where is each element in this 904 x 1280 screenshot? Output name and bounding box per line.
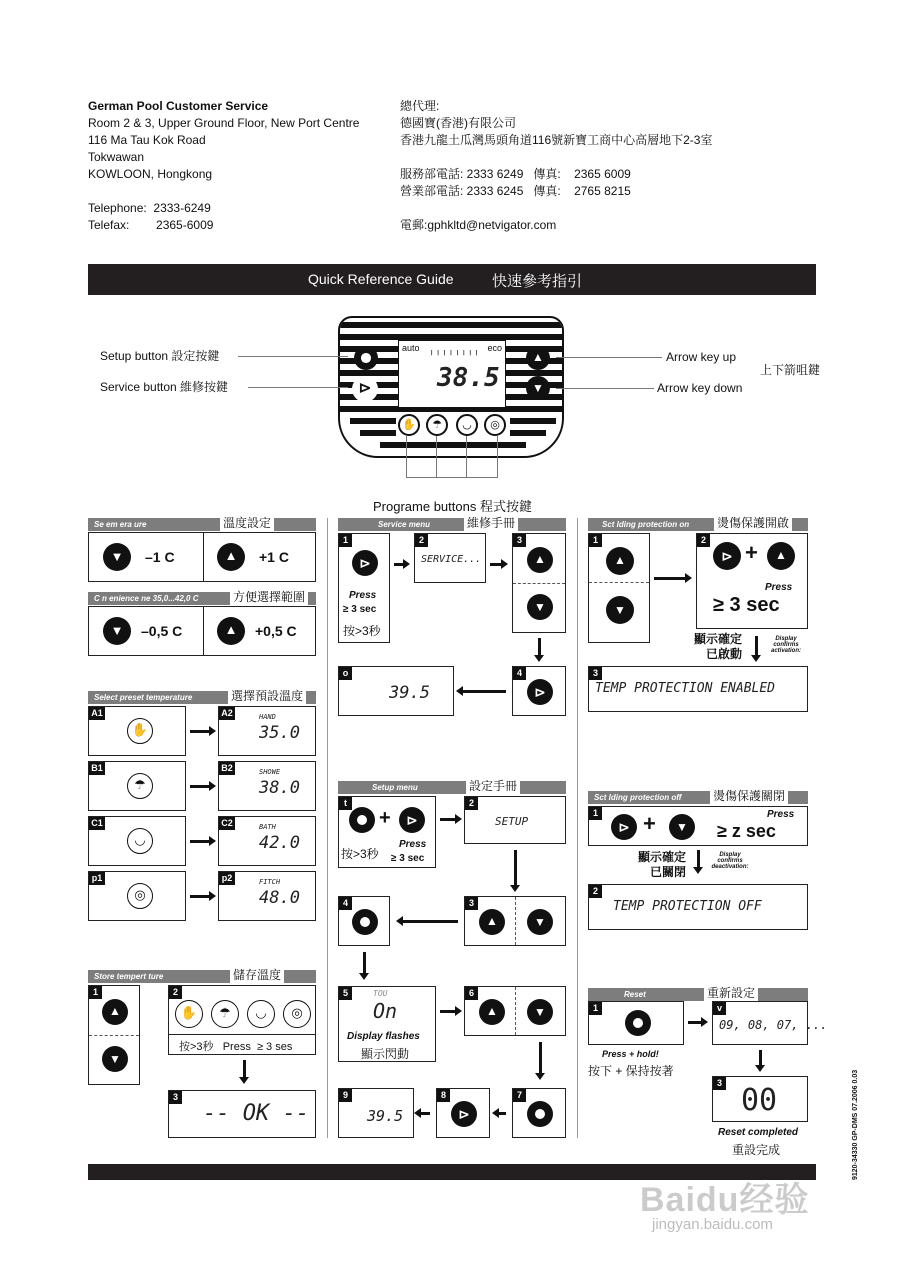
reset-completed-label-zh: 重設完成 xyxy=(732,1143,781,1157)
convenience-zone-header xyxy=(88,592,316,605)
step-number: 3 xyxy=(169,1091,182,1104)
section-title-zh: 設定手冊 xyxy=(466,779,520,794)
arrow-keys-label-zh: 上下箭咀鍵 xyxy=(760,363,821,377)
service-display: SERVICE... xyxy=(421,554,482,565)
step-number: 2 xyxy=(589,885,602,898)
setup-display: SETUP xyxy=(495,815,529,828)
arrow-up-icon: ▲ xyxy=(217,617,245,645)
plus-icon: + xyxy=(745,540,758,565)
reset-completed-label: Reset completed xyxy=(718,1127,799,1138)
section-title: Sct lding protection on xyxy=(602,520,690,529)
arrow-down-icon: ▼ xyxy=(669,814,695,840)
contact-block-zh xyxy=(400,98,820,234)
guide-banner xyxy=(88,264,816,295)
hand-icon: ✋ xyxy=(175,1000,203,1028)
setup-step-2 xyxy=(464,796,566,844)
watermark-url: jingyan.baidu.com xyxy=(652,1216,773,1233)
setup-step-3 xyxy=(464,896,566,946)
arrow-down-label: Arrow key down xyxy=(657,381,743,395)
arrow-up-label: Arrow key up xyxy=(666,350,737,364)
step-number: p1 xyxy=(89,872,105,885)
mode-label: HAND xyxy=(259,713,276,721)
agent-label: 總代理: xyxy=(400,99,440,113)
kitchen-programme-button[interactable]: ◎ xyxy=(484,414,506,436)
setup-button-label: Setup button 設定按鍵 xyxy=(100,349,220,363)
eco-indicator: eco xyxy=(487,343,502,353)
section-title: Sct lding protection off xyxy=(594,793,682,802)
setup-menu-header xyxy=(338,781,566,794)
store-step-1 xyxy=(88,985,140,1085)
step-number: C2 xyxy=(219,817,235,830)
step-number: 2 xyxy=(465,797,478,810)
preset-value: 35.0 xyxy=(259,723,300,743)
hand-icon: ✋ xyxy=(127,718,153,744)
service-icon: ⊳ xyxy=(399,807,425,833)
step-number: 3 xyxy=(513,534,526,547)
protection-enabled-display: TEMP PROTECTION ENABLED xyxy=(595,681,776,696)
arrow-down-icon: ▼ xyxy=(527,909,553,935)
step-number: 4 xyxy=(513,667,526,680)
step-number: C1 xyxy=(89,817,105,830)
shower-icon: ☂ xyxy=(211,1000,239,1028)
duration-label: ≥ 3 sec xyxy=(343,604,377,615)
service-phone-zh: 服務部電話: 2333 6249 傳真: 2365 6009 xyxy=(400,167,631,181)
mode-label: FITCH xyxy=(259,878,281,886)
section-title: Se em era ure xyxy=(94,520,147,529)
press-label: Press xyxy=(765,582,793,593)
flash-label: Display flashes xyxy=(347,1031,420,1042)
section-title-zh: 儲存溫度 xyxy=(230,968,284,983)
step-number: 9 xyxy=(339,1089,352,1102)
contact-block xyxy=(88,98,378,234)
plus-icon: + xyxy=(379,807,391,829)
scald-on-step-3 xyxy=(588,666,808,712)
arrow-down-icon: ▼ xyxy=(102,1046,128,1072)
duration-label: ≥ z sec xyxy=(717,821,776,841)
arrow-down-icon: ▼ xyxy=(527,999,553,1025)
service-result-display: 39.5 xyxy=(389,683,430,703)
setup-step-4 xyxy=(338,896,390,946)
step-number: 2 xyxy=(169,986,182,999)
section-title-zh: 燙傷保護開啟 xyxy=(714,516,792,531)
preset-display-box xyxy=(218,706,316,756)
setup-step-6 xyxy=(464,986,566,1036)
step-number: A1 xyxy=(89,707,105,720)
programme-buttons xyxy=(396,414,510,436)
section-title: C n enience ne 35,0...42,0 C xyxy=(94,594,199,603)
kitchen-icon: ◎ xyxy=(127,883,153,909)
arrow-up-icon: ▲ xyxy=(479,999,505,1025)
step-number: B1 xyxy=(89,762,105,775)
increase-05c-label: +0,5 C xyxy=(255,623,297,639)
telephone-value: 2333-6249 xyxy=(153,201,211,215)
preset-step-box xyxy=(88,761,186,811)
press-label: Press xyxy=(767,809,795,820)
reset-step-2 xyxy=(712,1001,828,1045)
telefax-value: 2365-6009 xyxy=(156,218,214,232)
section-title: Reset xyxy=(624,990,646,999)
setup-step-5 xyxy=(338,986,436,1062)
section-title: Service menu xyxy=(378,520,431,529)
service-menu-header xyxy=(338,518,566,531)
service-step-3 xyxy=(512,533,566,633)
on-display: On xyxy=(373,999,398,1023)
service-icon: ⊳ xyxy=(611,814,637,840)
step-number: 6 xyxy=(465,987,478,1000)
telephone-label: Telephone: xyxy=(88,201,147,215)
arrow-up-icon: ▲ xyxy=(217,543,245,571)
step-number: 3 xyxy=(465,897,478,910)
press-hold-label: Press + hold! xyxy=(602,1049,659,1059)
main-lcd-display xyxy=(398,340,506,408)
service-step-1 xyxy=(338,533,390,643)
press-label-zh: 按>3秒 xyxy=(341,847,379,861)
scald-protection-off-header xyxy=(588,791,808,804)
arrow-down-icon: ▼ xyxy=(103,543,131,571)
address-line: Tokwawan xyxy=(88,150,145,164)
arrow-down-icon: ▼ xyxy=(606,596,634,624)
preset-temperature-header xyxy=(88,691,316,704)
setup-step-1 xyxy=(338,796,436,868)
reset-step-3 xyxy=(712,1076,808,1122)
hand-programme-button[interactable]: ✋ xyxy=(398,414,420,436)
section-title: Setup menu xyxy=(372,783,418,792)
address-line: KOWLOON, Hongkong xyxy=(88,167,213,181)
step-number: p2 xyxy=(219,872,235,885)
tou-display: TOU xyxy=(373,989,388,998)
section-title: Select preset temperature xyxy=(94,693,193,702)
step-number: 2 xyxy=(697,534,710,547)
preset-step-box xyxy=(88,706,186,756)
setup-icon xyxy=(352,909,378,935)
programme-buttons-label: Programe buttons 程式按鍵 xyxy=(373,499,532,514)
press-label-zh: 按>3秒 xyxy=(343,624,381,638)
arrow-up-icon: ▲ xyxy=(606,547,634,575)
address-zh: 香港九龍土瓜灣馬頭角道116號新寶工商中心高層地下2-3室 xyxy=(400,133,713,147)
step-number: 3 xyxy=(713,1077,726,1090)
duration-label: ≥ 3 sec xyxy=(713,594,780,616)
preset-value: 48.0 xyxy=(259,888,300,908)
press-label: Press xyxy=(349,590,377,601)
setup-step-9 xyxy=(338,1088,414,1138)
banner-title-zh: 快速參考指引 xyxy=(492,273,583,290)
telefax-label: Telefax: xyxy=(88,218,130,232)
shower-icon: ☂ xyxy=(127,773,153,799)
company-name-zh: 德國寶(香港)有限公司 xyxy=(400,116,516,130)
scald-on-step-1 xyxy=(588,533,650,643)
service-button-label: Service button 維修按鍵 xyxy=(100,380,229,394)
arrow-up-icon: ▲ xyxy=(527,547,553,573)
reset-header xyxy=(588,988,808,1001)
countdown-display: 09, 08, 07, ... xyxy=(719,1018,828,1032)
step-number: 2 xyxy=(415,534,428,547)
programme-callout-lines xyxy=(406,436,498,478)
confirm-deactivation: Display confirms deactivation: xyxy=(711,852,749,870)
store-step-2 xyxy=(168,985,316,1055)
store-step-3 xyxy=(168,1090,316,1138)
email-zh: 電郵:gphkltd@netvigator.com xyxy=(400,218,557,232)
company-name: German Pool Customer Service xyxy=(88,99,269,113)
ok-display: -- OK -- xyxy=(203,1101,309,1126)
step-number: 3 xyxy=(589,667,602,680)
confirm-deactivation-zh: 顯示確定 已關閉 xyxy=(637,850,686,879)
service-icon: ⊳ xyxy=(713,542,741,570)
sales-phone-zh: 營業部電話: 2333 6245 傳真: 2765 8215 xyxy=(400,184,631,198)
step-number: A2 xyxy=(219,707,235,720)
section-title-zh: 重新設定 xyxy=(704,986,758,1001)
press-instruction: 按>3秒 Press ≥ 3 ses xyxy=(179,1041,293,1053)
confirm-activation-zh: 顯示確定 已啟動 xyxy=(693,632,742,661)
decrease-05c-label: –0,5 C xyxy=(141,623,183,639)
step-number: v xyxy=(713,1002,726,1015)
protection-off-display: TEMP PROTECTION OFF xyxy=(613,899,762,914)
mode-label: SHOWE xyxy=(259,768,281,776)
step-number: B2 xyxy=(219,762,235,775)
service-step-2 xyxy=(414,533,486,583)
arrow-up-icon: ▲ xyxy=(102,999,128,1025)
step-number: 4 xyxy=(339,897,352,910)
increase-1c-label: +1 C xyxy=(259,549,289,565)
store-temperature-header xyxy=(88,970,316,983)
step-number: 5 xyxy=(339,987,352,1000)
setup-step-8 xyxy=(436,1088,490,1138)
arrow-up-icon: ▲ xyxy=(767,542,795,570)
scald-protection-on-header xyxy=(588,518,808,531)
step-number: 1 xyxy=(89,986,102,999)
auto-indicator: auto xyxy=(402,343,420,353)
press-label: Press xyxy=(399,839,427,850)
step-number: 1 xyxy=(339,534,352,547)
preset-step-box xyxy=(88,816,186,866)
address-line: Room 2 & 3, Upper Ground Floor, New Port Centre xyxy=(88,116,360,130)
section-title-zh: 維修手冊 xyxy=(464,516,518,531)
set-temperature-header xyxy=(88,518,316,531)
arrow-up-icon: ▲ xyxy=(479,909,505,935)
step-number: t xyxy=(339,797,352,810)
setup-step-7 xyxy=(512,1088,566,1138)
setup-icon xyxy=(527,1101,553,1127)
section-title-zh: 溫度設定 xyxy=(220,516,274,531)
preset-step-box xyxy=(88,871,186,921)
arrow-down-icon: ▼ xyxy=(103,617,131,645)
preset-value: 38.0 xyxy=(259,778,300,798)
reset-step-1 xyxy=(588,1001,684,1045)
step-number: o xyxy=(339,667,352,680)
section-title: Store tempert ture xyxy=(94,972,164,981)
document-code: 9120-34330 GP-DMS 07.2006 0.03 xyxy=(852,1069,859,1180)
service-step-result xyxy=(338,666,454,716)
setup-result-display: 39.5 xyxy=(367,1107,404,1125)
setup-icon xyxy=(625,1010,651,1036)
reset-zero-display: 00 xyxy=(741,1083,778,1118)
arrow-down-icon: ▼ xyxy=(527,594,553,620)
preset-display-box xyxy=(218,761,316,811)
shower-programme-button[interactable]: ☂ xyxy=(426,414,448,436)
setup-button[interactable] xyxy=(354,346,378,370)
plus-icon: + xyxy=(643,811,656,836)
service-icon: ⊳ xyxy=(451,1101,477,1127)
duration-label: ≥ 3 sec xyxy=(391,853,425,864)
convenience-zone-panel xyxy=(88,606,316,656)
step-number: 1 xyxy=(589,807,602,820)
address-line: 116 Ma Tau Kok Road xyxy=(88,133,206,147)
preset-display-box xyxy=(218,816,316,866)
decrease-1c-label: –1 C xyxy=(145,549,175,565)
service-icon: ⊳ xyxy=(352,550,378,576)
step-number: 7 xyxy=(513,1089,526,1102)
service-icon: ⊳ xyxy=(527,679,553,705)
arrow-up-button[interactable]: ▲ xyxy=(526,346,550,370)
watermark-brand: Baidu经验 xyxy=(640,1181,810,1219)
scald-on-step-2 xyxy=(696,533,808,629)
kitchen-icon: ◎ xyxy=(283,1000,311,1028)
preset-display-box xyxy=(218,871,316,921)
flash-label-zh: 顯示閃動 xyxy=(361,1047,410,1061)
service-step-4 xyxy=(512,666,566,716)
section-title-zh: 選擇預設溫度 xyxy=(228,689,306,704)
step-number: 8 xyxy=(437,1089,450,1102)
main-temperature: 38.5 xyxy=(437,363,500,393)
set-temperature-panel xyxy=(88,532,316,582)
temperature-scale-icon: ╷╷╷╷╷╷╷╷ xyxy=(429,345,481,355)
scald-off-step-2 xyxy=(588,884,808,930)
preset-value: 42.0 xyxy=(259,833,300,853)
section-title-zh: 燙傷保護關閉 xyxy=(710,789,788,804)
press-hold-label-zh: 按下 + 保持按著 xyxy=(588,1064,674,1078)
bath-icon: ◡ xyxy=(247,1000,275,1028)
service-button[interactable]: ⊳ xyxy=(352,376,378,402)
setup-icon xyxy=(349,807,375,833)
bath-programme-button[interactable]: ◡ xyxy=(456,414,478,436)
scald-off-step-1 xyxy=(588,806,808,846)
section-title-zh: 方便選擇範圍 xyxy=(230,590,308,605)
banner-title: Quick Reference Guide xyxy=(308,271,454,287)
confirm-activation: Display confirms activation: xyxy=(770,636,801,654)
mode-label: BATH xyxy=(259,823,276,831)
step-number: 1 xyxy=(589,1002,602,1015)
arrow-down-button[interactable]: ▼ xyxy=(526,376,550,400)
step-number: 1 xyxy=(589,534,602,547)
bath-icon: ◡ xyxy=(127,828,153,854)
